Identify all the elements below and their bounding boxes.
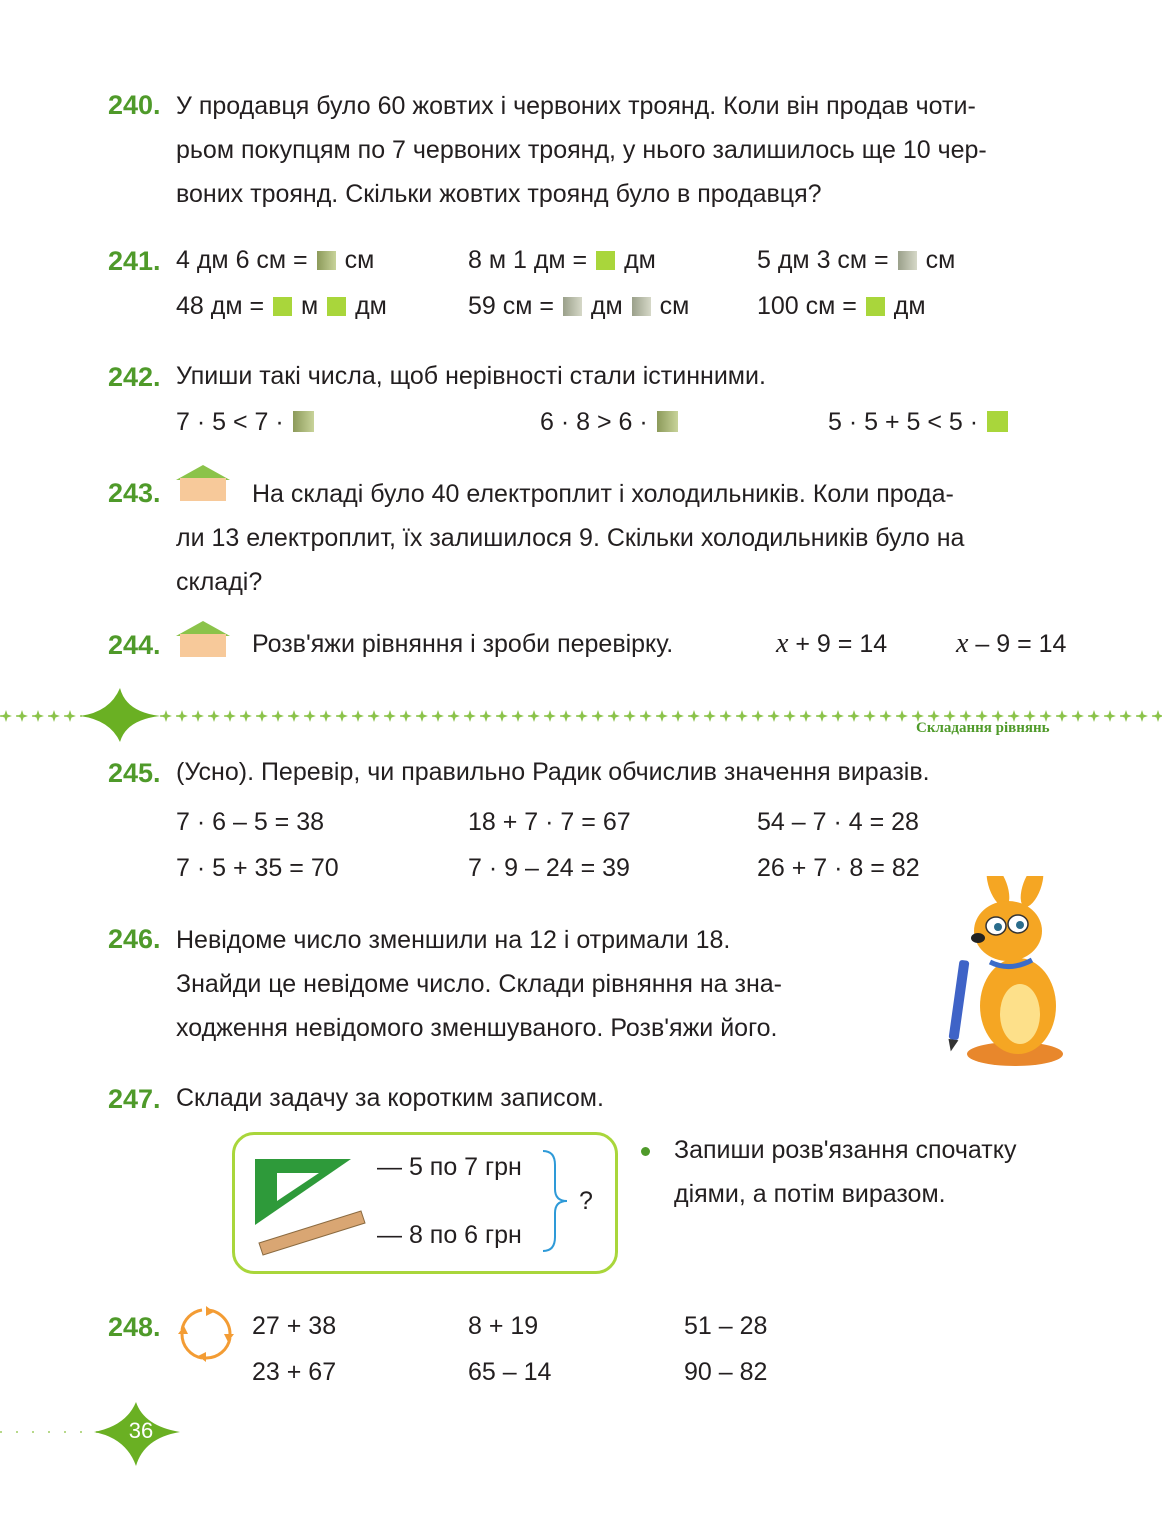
expression: 65 – 14 [468,1358,552,1386]
expression: 7 · 5 + 35 = 70 [176,854,339,882]
page-number: 36 [128,1418,154,1443]
ruler-icon [257,1207,367,1257]
expression: 27 + 38 [252,1312,337,1340]
task-number-246: 246. [108,924,161,954]
equation-text: + 9 = 14 [795,630,888,658]
variable-x: x [956,628,969,659]
curly-brace-icon [539,1149,573,1253]
task-number-242: 242. [108,362,161,392]
task-244-text: Розв'яжи рівняння і зроби перевірку. [252,630,674,658]
question-mark: ? [579,1187,593,1215]
task-246-line: Невідоме число зменшили на 12 і отримали 18. [176,926,731,954]
task-242-text: Упиши такі числа, щоб нерівності стали істинними. [176,362,766,390]
task-number-248: 248. [108,1312,161,1342]
expression: 7 · 9 – 24 = 39 [468,854,630,882]
task-246-line: ходження невідомого зменшуваного. Розв'яжи його. [176,1014,778,1042]
equation-1 [776,628,887,660]
blank-box [987,411,1008,432]
task-243-line: складі? [176,568,263,596]
inequality-item [828,408,1010,437]
expression: 51 – 28 [684,1312,768,1340]
expression: 8 + 19 [468,1312,539,1340]
conversion-item [176,246,374,275]
equation-2 [956,628,1066,660]
house-icon [174,619,232,659]
task-240-line: У продавця було 60 жовтих і червоних троянд. Коли він продав чоти- [176,92,976,120]
expression: 90 – 82 [684,1358,768,1386]
conversion-left: 100 см = [757,292,857,320]
note-line: Запиши розв'язання спочатку [674,1136,1017,1164]
conversion-left: 4 дм 6 см = [176,246,308,274]
circular-arrows-icon [176,1304,236,1364]
expression: 18 + 7 · 7 = 67 [468,808,631,836]
conversion-item [757,246,955,275]
task-number-240: 240. [108,90,161,120]
bullet-icon [641,1147,650,1156]
conversion-item [176,292,387,321]
conversion-unit: дм [355,292,387,320]
inequality-text: 6 · 8 > 6 · [540,408,648,436]
task-245-text: (Усно). Перевір, чи правильно Радик обчислив значення виразів. [176,758,930,786]
expression: 23 + 67 [252,1358,337,1386]
blank-box [563,297,582,316]
expression: 26 + 7 · 8 = 82 [757,854,920,882]
conversion-item [468,246,656,275]
task-243-line: На складі було 40 електроплит і холодильників. Коли прода- [252,480,954,508]
variable-x: x [776,628,789,659]
conversion-unit: дм [590,292,623,320]
expression: 7 · 6 – 5 = 38 [176,808,325,836]
short-record-box [232,1132,618,1274]
conversion-unit: дм [624,246,656,274]
conversion-unit: см [925,246,956,274]
task-243-text [176,472,1096,604]
kangaroo-mascot-image [940,876,1080,1072]
record-line-2: — 8 по 6 грн [377,1221,522,1249]
blank-box [632,297,651,316]
section-label: Складання рівнянь [916,720,1050,736]
blank-box [898,251,917,270]
blank-box [293,411,314,432]
conversion-left: 59 см = [468,292,554,320]
task-number-244: 244. [108,630,161,660]
blank-box [866,297,885,316]
task-number-241: 241. [108,246,161,276]
blank-box [317,251,336,270]
note-line: діями, а потім виразом. [674,1180,946,1208]
conversion-unit: см [659,292,690,320]
conversion-item [757,292,926,321]
record-line-1: — 5 по 7 грн [377,1153,522,1181]
task-246-text [176,918,896,1050]
task-243-line: ли 13 електроплит, їх залишилося 9. Скільки холодильників було на [176,524,965,552]
blank-box [327,297,346,316]
conversion-left: 5 дм 3 см = [757,246,889,274]
task-247-note [674,1128,1094,1216]
conversion-left: 8 м 1 дм = [468,246,588,274]
task-247-text: Склади задачу за коротким записом. [176,1084,604,1112]
expression: 54 – 7 · 4 = 28 [757,808,919,836]
conversion-unit: см [344,246,375,274]
inequality-item [176,408,316,437]
conversion-unit: м [300,292,319,320]
conversion-item [468,292,689,321]
task-240-text [176,84,1096,216]
task-number-245: 245. [108,758,161,788]
task-240-line: воних троянд. Скільки жовтих троянд було в продавця? [176,180,822,208]
inequality-text: 5 · 5 + 5 < 5 · [828,408,979,436]
equation-text: – 9 = 14 [975,630,1067,658]
page-number-decoration [0,1400,200,1470]
blank-box [657,411,678,432]
blank-box [273,297,292,316]
blank-box [596,251,615,270]
task-number-243: 243. [108,478,161,508]
task-number-247: 247. [108,1084,161,1114]
conversion-unit: дм [893,292,926,320]
task-240-line: рьом покупцям по 7 червоних троянд, у нього залишилось ще 10 чер- [176,136,987,164]
task-246-line: Знайди це невідоме число. Склади рівняння на зна- [176,970,782,998]
inequality-text: 7 · 5 < 7 · [176,408,284,436]
inequality-item [540,408,680,437]
conversion-left: 48 дм = [176,292,265,320]
